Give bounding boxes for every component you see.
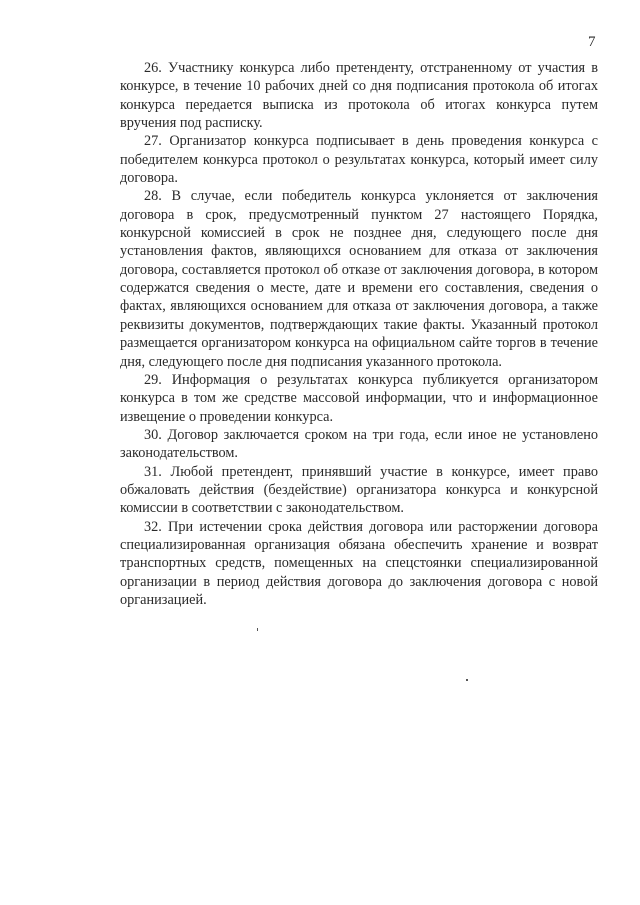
document-body [120,59,598,609]
paragraph-32: 32. При истечении срока действия договора или расторжении договора специализированная организация обязана обеспечить хранение и возврат транспортных средств, помещенных на спецстоянки специализированной организации в период действия договора до заключения договора с новой организацией. [120,518,598,608]
scan-speck [257,628,258,631]
page-number: 7 [588,34,596,50]
paragraph-30: 30. Договор заключается сроком на три года, если иное не установлено законодательством. [120,426,598,462]
paragraph-31: 31. Любой претендент, принявший участие в конкурсе, имеет право обжаловать действия (бездействие) организатора конкурса и конкурсной комиссии в соответствии с законодательством. [120,463,598,517]
scan-speck [466,679,468,681]
paragraph-28: 28. В случае, если победитель конкурса уклоняется от заключения договора в срок, предусмотренный пунктом 27 настоящего Порядка, конкурсной комиссией в срок не позднее дня, следующего после дня установления фактов, являющихся основанием для отказа от заключения договора, составляется протокол об отказе от заключения договора, в котором содержатся сведения о месте, дате и времени его составления, сведения о фактах, являющихся основанием для отказа от заключения договора, а также реквизиты документов, подтверждающих такие факты. Указанный протокол размещается организатором конкурса на официальном сайте торгов в течение дня, следующего после дня подписания указанного протокола. [120,188,598,370]
paragraph-29: 29. Информация о результатах конкурса публикуется организатором конкурса в том же средстве массовой информации, что и информационное извещение о проведении конкурса. [120,371,598,425]
paragraph-27: 27. Организатор конкурса подписывает в день проведения конкурса с победителем конкурса протокол о результатах конкурса, который имеет силу договора. [120,133,598,187]
paragraph-26: 26. Участнику конкурса либо претенденту, отстраненному от участия в конкурсе, в течение 10 рабочих дней со дня подписания протокола об итогах конкурса передается выписка из протокола об итогах конкурса путем вручения под расписку. [120,60,598,132]
